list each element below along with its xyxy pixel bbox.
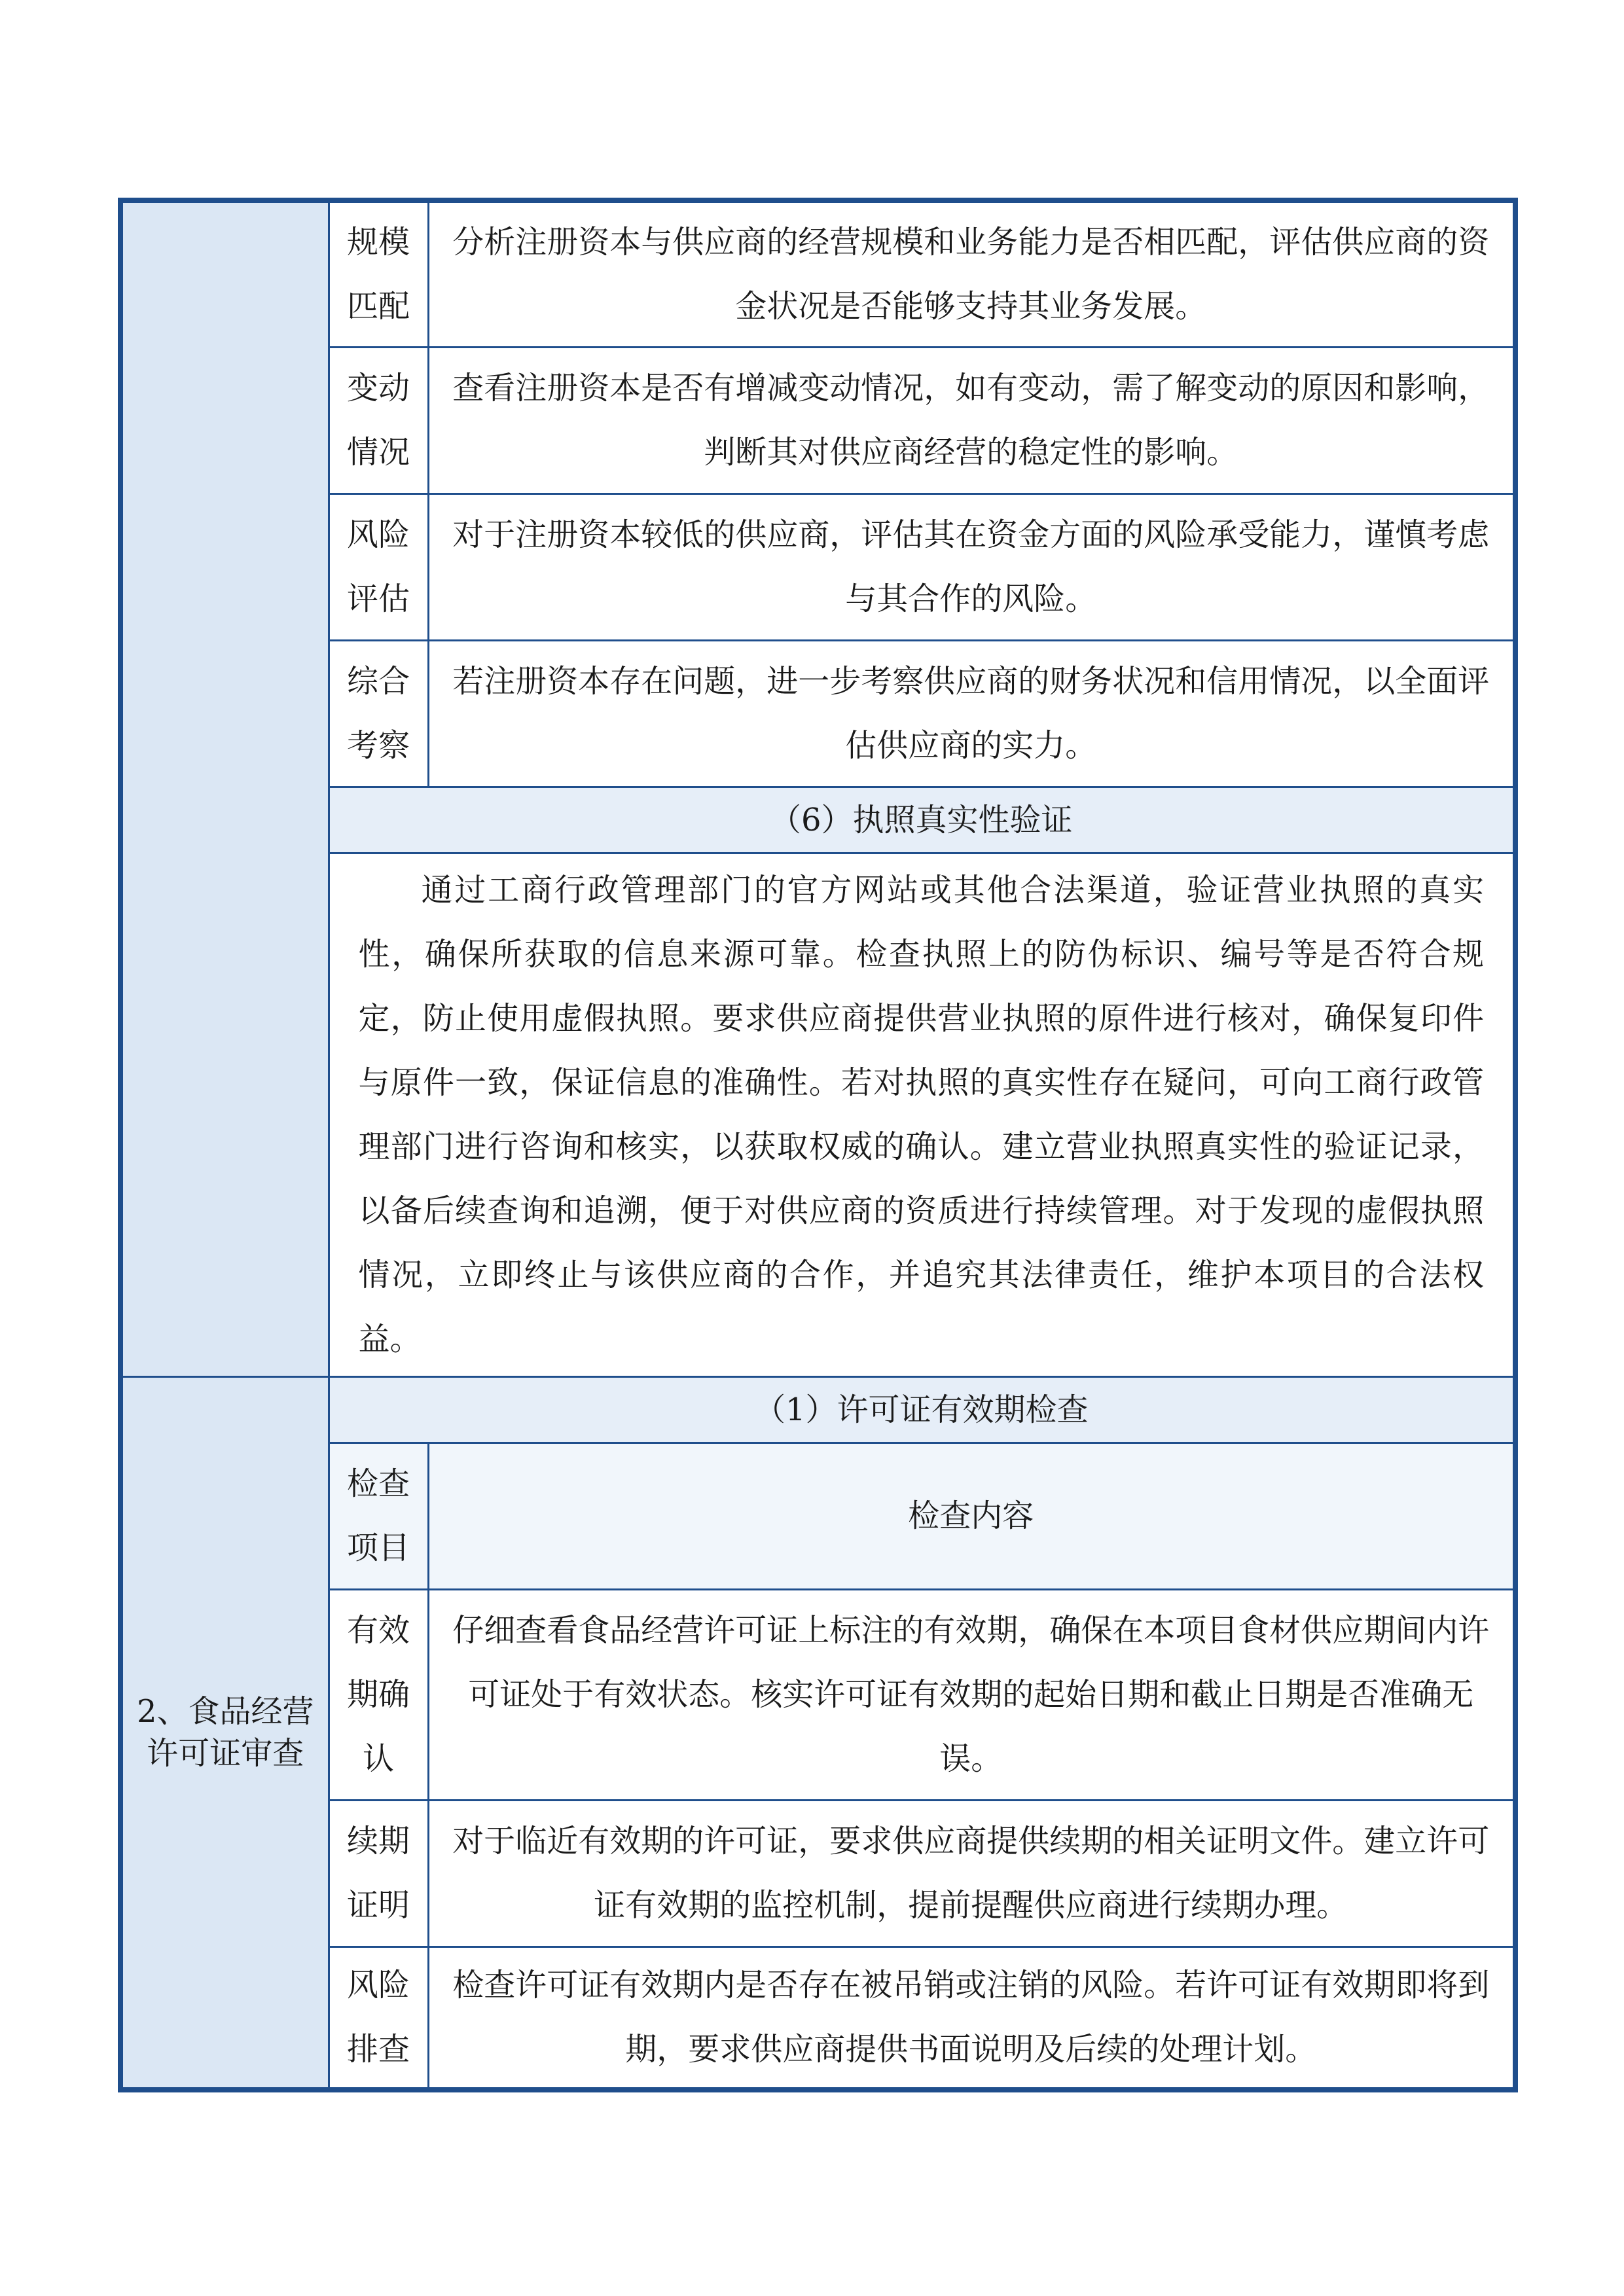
table-row — [120, 1800, 1515, 1946]
section-cell-1 — [120, 200, 329, 1376]
table-row — [120, 493, 1515, 640]
check-item: 变动情况 — [329, 347, 428, 493]
check-content: 对于注册资本较低的供应商，评估其在资金方面的风险承受能力，谨慎考虑与其合作的风险。 — [428, 493, 1515, 640]
table-row — [120, 347, 1515, 493]
table-row — [120, 1376, 1515, 1443]
check-content: 若注册资本存在问题，进一步考察供应商的财务状况和信用情况，以全面评估供应商的实力。 — [428, 640, 1515, 787]
subsection-heading: （6）执照真实性验证 — [329, 787, 1515, 853]
check-item: 风险评估 — [329, 493, 428, 640]
check-item: 规模匹配 — [329, 200, 428, 347]
check-content: 仔细查看食品经营许可证上标注的有效期，确保在本项目食材供应期间内许可证处于有效状态。核实许可证有效期的起始日期和截止日期是否准确无误。 — [428, 1589, 1515, 1800]
table-row — [120, 787, 1515, 853]
column-header-item: 检查项目 — [329, 1443, 428, 1589]
table-row — [120, 853, 1515, 1376]
subsection-heading: （1）许可证有效期检查 — [329, 1376, 1515, 1443]
check-item: 有效期确认 — [329, 1589, 428, 1800]
check-item: 风险排查 — [329, 1946, 428, 2090]
check-content: 查看注册资本是否有增减变动情况，如有变动，需了解变动的原因和影响，判断其对供应商经营的稳定性的影响。 — [428, 347, 1515, 493]
check-content: 对于临近有效期的许可证，要求供应商提供续期的相关证明文件。建立许可证有效期的监控机制，提前提醒供应商进行续期办理。 — [428, 1800, 1515, 1946]
check-content: 检查许可证有效期内是否存在被吊销或注销的风险。若许可证有效期即将到期，要求供应商提供书面说明及后续的处理计划。 — [428, 1946, 1515, 2090]
table-row — [120, 1589, 1515, 1800]
check-item: 综合考察 — [329, 640, 428, 787]
table-row — [120, 640, 1515, 787]
supplier-review-table — [118, 198, 1518, 2092]
column-header-content: 检查内容 — [428, 1443, 1515, 1589]
table-row — [120, 200, 1515, 347]
table-row — [120, 1443, 1515, 1589]
check-content: 分析注册资本与供应商的经营规模和业务能力是否相匹配，评估供应商的资金状况是否能够支持其业务发展。 — [428, 200, 1515, 347]
verification-paragraph-cell — [329, 853, 1515, 1376]
table-row — [120, 1946, 1515, 2090]
section-cell-2: 2、食品经营许可证审查 — [120, 1376, 329, 2090]
check-item: 续期证明 — [329, 1800, 428, 1946]
verification-paragraph: 通过工商行政管理部门的官方网站或其他合法渠道，验证营业执照的真实性，确保所获取的信息来源可靠。检查执照上的防伪标识、编号等是否符合规定，防止使用虚假执照。要求供应商提供营业执照的原件进行核对，确保复印件与原件一致，保证信息的准确性。若对执照的真实性存在疑问，可向工商行政管理部门进行咨询和核实，以获取权威的确认。建立营业执照真实性的验证记录，以备后续查询和追溯，便于对供应商的资质进行持续管理。对于发现的虚假执照情况，立即终止与该供应商的合作，并追究其法律责任，维护本项目的合法权益。 — [358, 872, 1484, 1357]
